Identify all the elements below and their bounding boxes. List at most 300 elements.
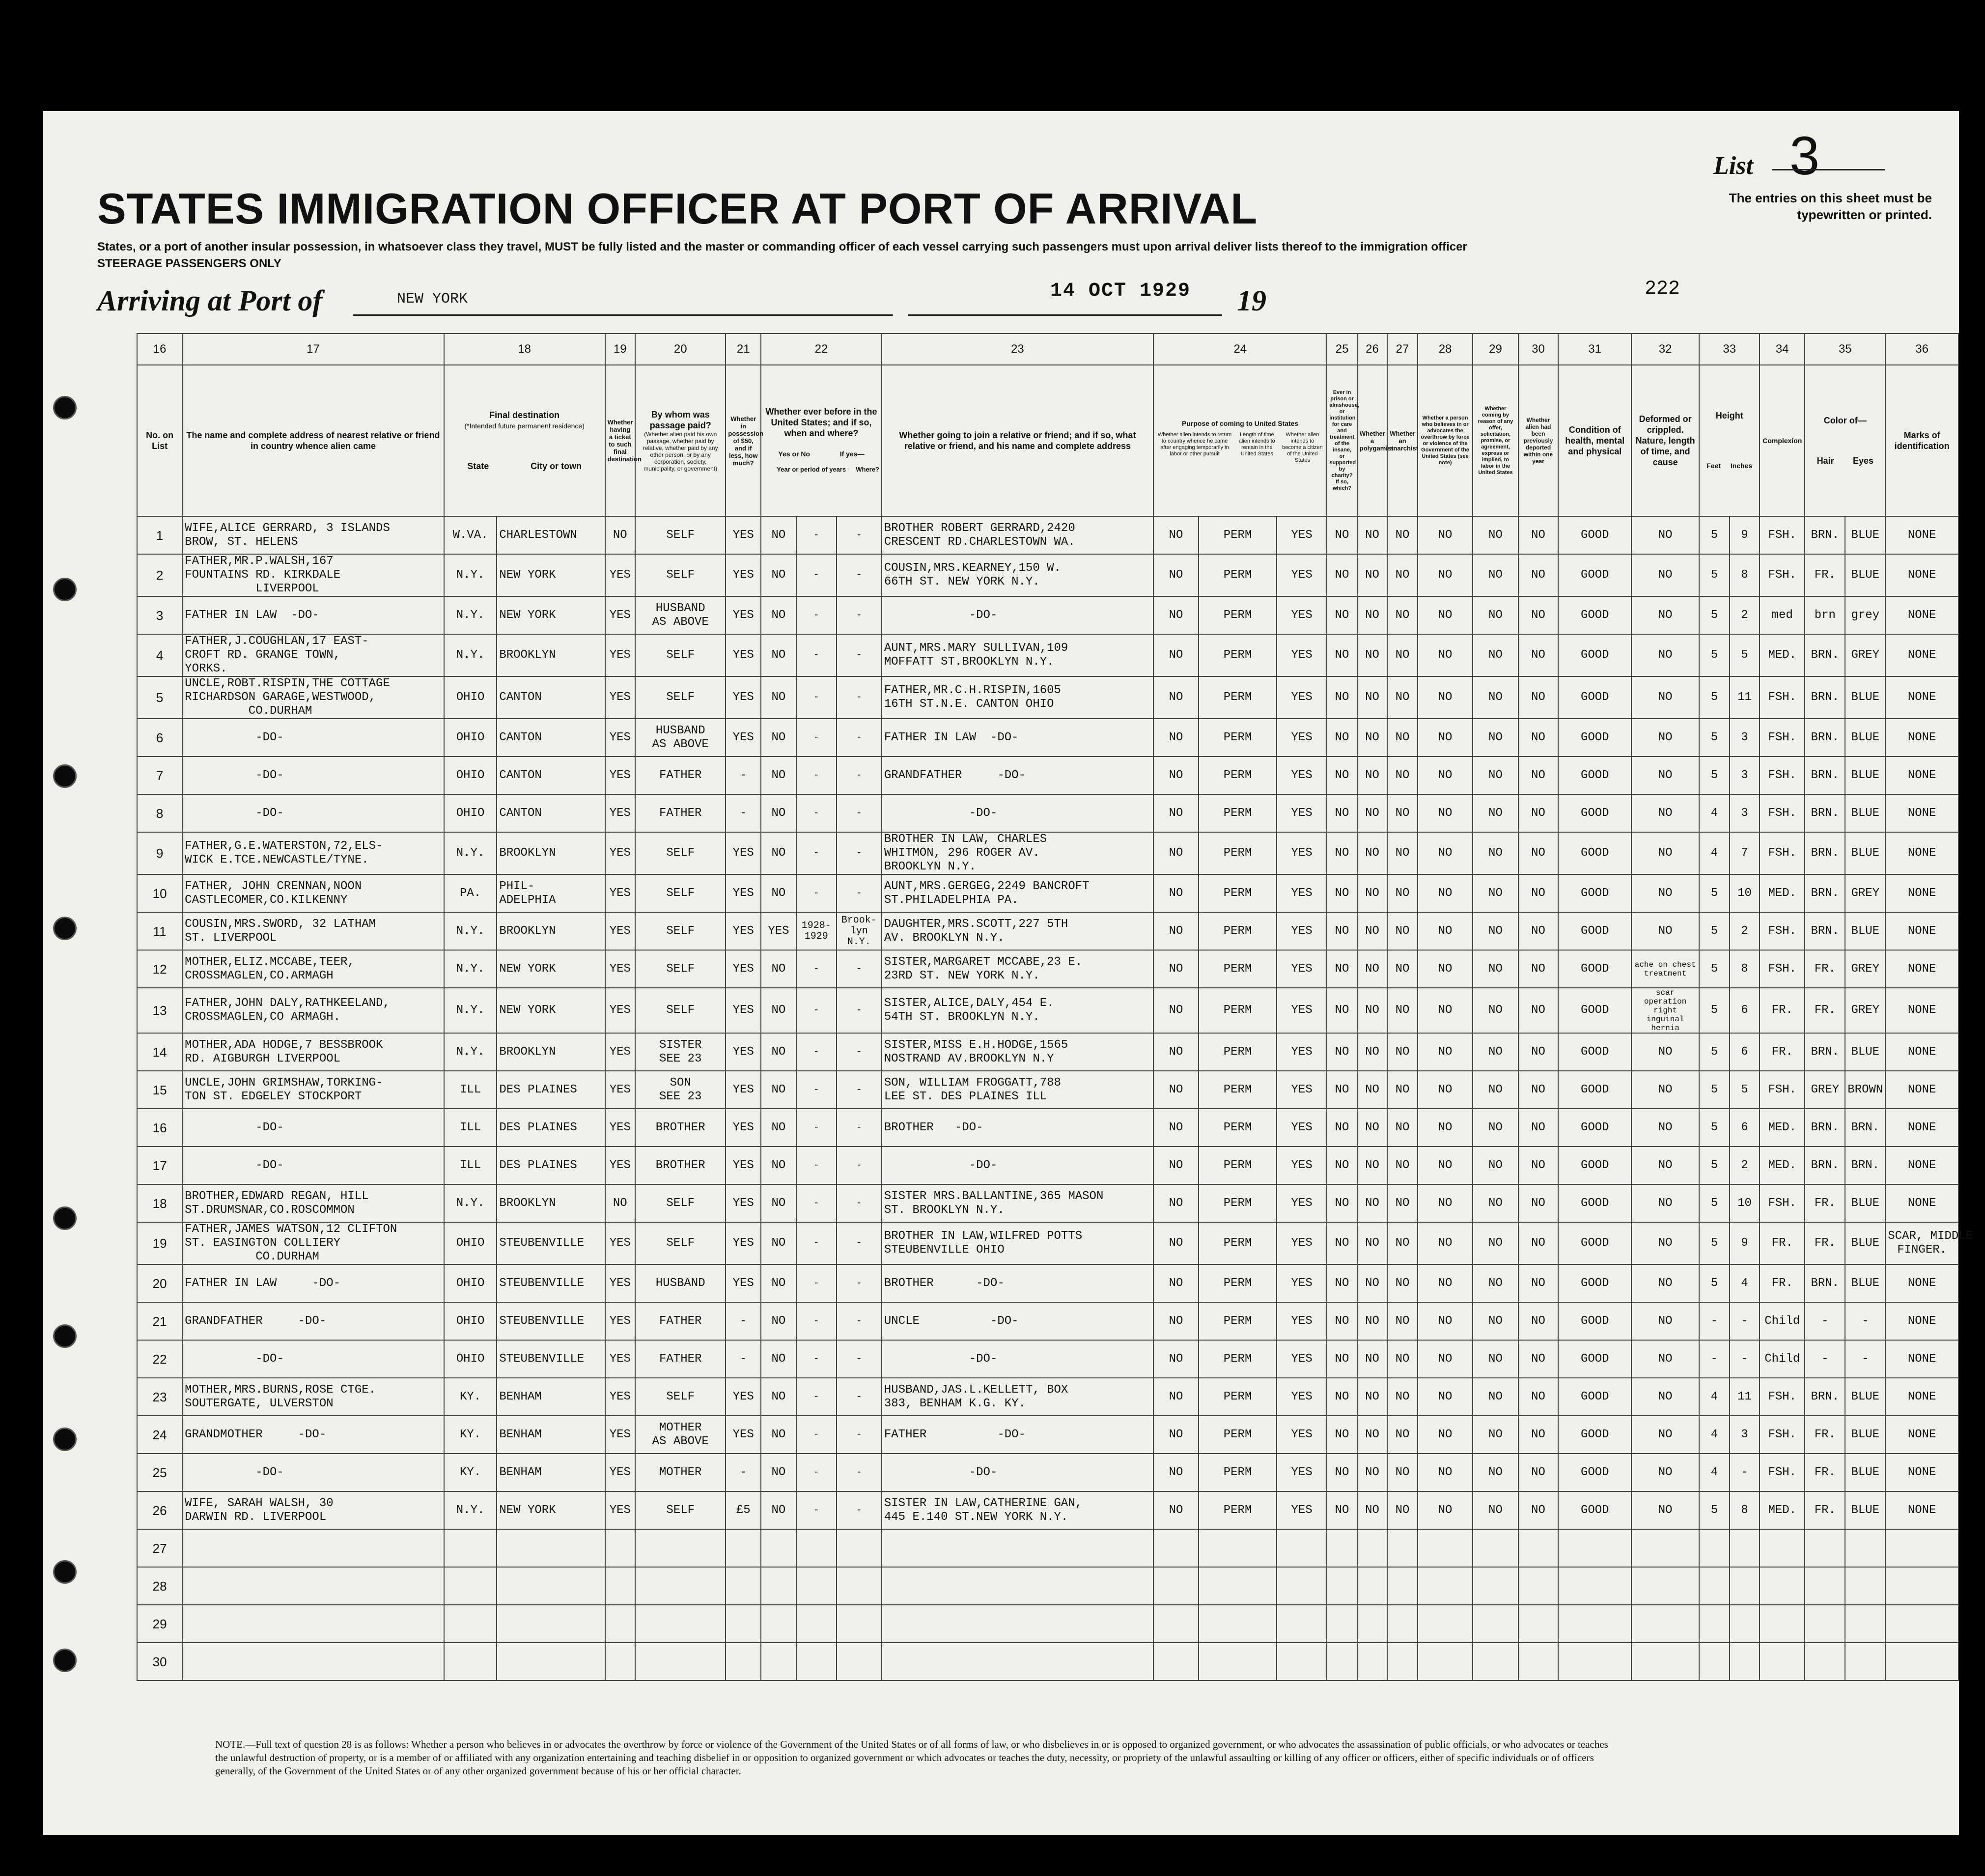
joining-cell: GRANDFATHER -DO- xyxy=(882,756,1153,794)
row-number: 14 xyxy=(137,1033,182,1071)
before-in-us-cell: NO xyxy=(761,554,796,596)
relative-address: FATHER,JOHN DALY,RATHKEELAND, CROSSMAGLEN,CO ARMAGH. xyxy=(182,988,444,1033)
deported-cell xyxy=(1518,1567,1559,1605)
deported-cell: NO xyxy=(1518,1147,1559,1184)
relative-address xyxy=(182,1643,444,1680)
ticket-cell: YES xyxy=(605,1491,635,1529)
citizen-cell: YES xyxy=(1277,832,1327,874)
health-cell: GOOD xyxy=(1558,988,1631,1033)
passage-paid-cell: SELF xyxy=(635,1491,726,1529)
table-row xyxy=(137,1491,1958,1529)
where-cell: - xyxy=(837,988,882,1033)
anarchist-cell: NO xyxy=(1387,1071,1417,1109)
deformed-cell: NO xyxy=(1631,874,1699,912)
complexion-cell xyxy=(1760,1529,1805,1567)
passage-paid-cell: SELF xyxy=(635,988,726,1033)
year-period-cell: - xyxy=(796,1147,837,1184)
header-feet: Feet xyxy=(1706,462,1721,470)
header-prison: Ever in prison or almshouse, or institution for care and treatment of the insane, or supported by charity? If so, which? xyxy=(1327,365,1357,516)
year-period-cell: - xyxy=(796,794,837,832)
city-cell: STEUBENVILLE xyxy=(497,1264,605,1302)
where-cell: - xyxy=(837,1184,882,1222)
where-cell: - xyxy=(837,1033,882,1071)
height-feet-cell: 4 xyxy=(1699,1454,1729,1491)
relative-address: BROTHER,EDWARD REGAN, HILL ST.DRUMSNAR,CO.ROSCOMMON xyxy=(182,1184,444,1222)
marks-cell xyxy=(1885,1529,1958,1567)
citizen-cell: YES xyxy=(1277,1071,1327,1109)
deported-cell: NO xyxy=(1518,1033,1559,1071)
complexion-cell: FSH. xyxy=(1760,1416,1805,1454)
joining-cell: BROTHER ROBERT GERRARD,2420 CRESCENT RD.CHARLESTOWN WA. xyxy=(882,516,1153,554)
citizen-cell: YES xyxy=(1277,596,1327,634)
complexion-cell: FSH. xyxy=(1760,719,1805,756)
marks-cell: NONE xyxy=(1885,516,1958,554)
eyes-cell: GREY xyxy=(1845,988,1885,1033)
length-stay-cell xyxy=(1199,1567,1277,1605)
list-underline xyxy=(1772,169,1885,170)
height-inches-cell: 6 xyxy=(1730,988,1760,1033)
overthrow-cell xyxy=(1418,1643,1473,1680)
prison-cell: NO xyxy=(1327,1109,1357,1147)
passage-paid-cell: BROTHER xyxy=(635,1147,726,1184)
passage-paid-cell: FATHER xyxy=(635,756,726,794)
length-stay-cell: PERM xyxy=(1199,516,1277,554)
return-cell: NO xyxy=(1153,1264,1199,1302)
contract-cell: NO xyxy=(1473,1071,1518,1109)
complexion-cell: FSH. xyxy=(1760,1454,1805,1491)
passage-paid-cell: SON SEE 23 xyxy=(635,1071,726,1109)
deported-cell: NO xyxy=(1518,756,1559,794)
anarchist-cell: NO xyxy=(1387,676,1417,719)
joining-cell: SISTER,MISS E.H.HODGE,1565 NOSTRAND AV.BROOKLYN N.Y xyxy=(882,1033,1153,1071)
header-final-destination xyxy=(444,365,605,516)
citizen-cell: YES xyxy=(1277,1033,1327,1071)
table-row xyxy=(137,596,1958,634)
polygamist-cell: NO xyxy=(1357,832,1387,874)
money-cell: YES xyxy=(726,676,761,719)
before-in-us-cell: YES xyxy=(761,912,796,950)
relative-address: UNCLE,ROBT.RISPIN,THE COTTAGE RICHARDSON GARAGE,WESTWOOD, CO.DURHAM xyxy=(182,676,444,719)
length-stay-cell: PERM xyxy=(1199,832,1277,874)
joining-cell: COUSIN,MRS.KEARNEY,150 W. 66TH ST. NEW YORK N.Y. xyxy=(882,554,1153,596)
prison-cell: NO xyxy=(1327,950,1357,988)
length-stay-cell: PERM xyxy=(1199,1033,1277,1071)
deformed-cell xyxy=(1631,1529,1699,1567)
length-stay-cell: PERM xyxy=(1199,1109,1277,1147)
row-number: 26 xyxy=(137,1491,182,1529)
city-cell: STEUBENVILLE xyxy=(497,1340,605,1378)
column-number: 30 xyxy=(1518,334,1559,365)
health-cell: GOOD xyxy=(1558,756,1631,794)
year-period-cell: - xyxy=(796,516,837,554)
money-cell: YES xyxy=(726,832,761,874)
passage-paid-cell xyxy=(635,1567,726,1605)
ticket-cell: YES xyxy=(605,1147,635,1184)
marks-cell: NONE xyxy=(1885,874,1958,912)
contract-cell xyxy=(1473,1567,1518,1605)
prison-cell: NO xyxy=(1327,1378,1357,1416)
state-cell: OHIO xyxy=(444,756,497,794)
marks-cell: NONE xyxy=(1885,832,1958,874)
height-inches-cell: 2 xyxy=(1730,912,1760,950)
deported-cell: NO xyxy=(1518,1302,1559,1340)
ticket-cell: YES xyxy=(605,1071,635,1109)
height-label: Height xyxy=(1715,411,1743,420)
ticket-cell: YES xyxy=(605,1378,635,1416)
anarchist-cell: NO xyxy=(1387,1340,1417,1378)
city-cell xyxy=(497,1529,605,1567)
binder-hole xyxy=(53,396,77,420)
citizen-cell: YES xyxy=(1277,554,1327,596)
complexion-cell: FSH. xyxy=(1760,794,1805,832)
header-ticket: Whether having a ticket to such final destination xyxy=(605,365,635,516)
hair-cell: FR. xyxy=(1805,1222,1845,1264)
height-inches-cell: 3 xyxy=(1730,1416,1760,1454)
header-purpose-return: Whether alien intends to return to country whence he came after engaging temporarily in labor or other pursuit xyxy=(1157,431,1232,457)
length-stay-cell: PERM xyxy=(1199,1416,1277,1454)
header-hair: Hair xyxy=(1817,456,1834,466)
polygamist-cell: NO xyxy=(1357,874,1387,912)
marks-cell: NONE xyxy=(1885,1109,1958,1147)
health-cell: GOOD xyxy=(1558,1184,1631,1222)
polygamist-cell: NO xyxy=(1357,1222,1387,1264)
height-inches-cell: 9 xyxy=(1730,516,1760,554)
deported-cell: NO xyxy=(1518,912,1559,950)
money-cell: - xyxy=(726,1340,761,1378)
contract-cell: NO xyxy=(1473,1454,1518,1491)
height-feet-cell: 5 xyxy=(1699,1033,1729,1071)
row-number: 12 xyxy=(137,950,182,988)
binder-hole xyxy=(53,1206,77,1230)
deported-cell xyxy=(1518,1643,1559,1680)
height-feet-cell: 5 xyxy=(1699,516,1729,554)
health-cell: GOOD xyxy=(1558,950,1631,988)
deformed-cell: NO xyxy=(1631,1416,1699,1454)
table-row xyxy=(137,676,1958,719)
year-period-cell: - xyxy=(796,1264,837,1302)
state-cell: OHIO xyxy=(444,676,497,719)
purpose-label: Purpose of coming to United States xyxy=(1182,419,1299,427)
anarchist-cell: NO xyxy=(1387,1184,1417,1222)
binder-hole xyxy=(53,1560,77,1584)
state-cell: N.Y. xyxy=(444,554,497,596)
deported-cell: NO xyxy=(1518,1222,1559,1264)
header-inches: Inches xyxy=(1730,462,1753,470)
polygamist-cell: NO xyxy=(1357,756,1387,794)
prison-cell xyxy=(1327,1605,1357,1643)
before-in-us-cell xyxy=(761,1643,796,1680)
height-inches-cell: 3 xyxy=(1730,756,1760,794)
ticket-cell xyxy=(605,1643,635,1680)
city-cell: BENHAM xyxy=(497,1378,605,1416)
relative-address: MOTHER,ELIZ.MCCABE,TEER, CROSSMAGLEN,CO.ARMAGH xyxy=(182,950,444,988)
relative-address: -DO- xyxy=(182,1109,444,1147)
anarchist-cell xyxy=(1387,1643,1417,1680)
contract-cell: NO xyxy=(1473,756,1518,794)
health-cell: GOOD xyxy=(1558,1491,1631,1529)
overthrow-cell: NO xyxy=(1418,1302,1473,1340)
ticket-cell: YES xyxy=(605,794,635,832)
instruction-text xyxy=(97,239,1915,272)
table-row xyxy=(137,874,1958,912)
hair-cell: BRN. xyxy=(1805,676,1845,719)
hair-cell: BRN. xyxy=(1805,794,1845,832)
before-in-us-label: Whether ever before in the United States; and if so, when and where? xyxy=(765,407,877,438)
header-height xyxy=(1699,365,1760,516)
relative-address: GRANDFATHER -DO- xyxy=(182,1302,444,1340)
before-in-us-cell: NO xyxy=(761,1378,796,1416)
relative-address: MOTHER,ADA HODGE,7 BESSBROOK RD. AIGBURGH LIVERPOOL xyxy=(182,1033,444,1071)
citizen-cell: YES xyxy=(1277,516,1327,554)
header-money: Whether in possession of $50, and if less, how much? xyxy=(726,365,761,516)
complexion-cell: FSH. xyxy=(1760,1184,1805,1222)
contract-cell xyxy=(1473,1605,1518,1643)
state-cell: N.Y. xyxy=(444,912,497,950)
overthrow-cell xyxy=(1418,1567,1473,1605)
prison-cell: NO xyxy=(1327,719,1357,756)
where-cell: - xyxy=(837,874,882,912)
joining-cell: SISTER,ALICE,DALY,454 E. 54TH ST. BROOKLYN N.Y. xyxy=(882,988,1153,1033)
state-cell xyxy=(444,1529,497,1567)
column-number: 31 xyxy=(1558,334,1631,365)
complexion-cell: FSH. xyxy=(1760,1071,1805,1109)
page-number: 222 xyxy=(1645,278,1680,300)
binder-hole xyxy=(53,1324,77,1348)
ticket-cell: YES xyxy=(605,1109,635,1147)
overthrow-cell: NO xyxy=(1418,676,1473,719)
city-cell: BROOKLYN xyxy=(497,634,605,676)
deported-cell: NO xyxy=(1518,1184,1559,1222)
height-inches-cell: 6 xyxy=(1730,1109,1760,1147)
height-feet-cell: 5 xyxy=(1699,1222,1729,1264)
money-cell: - xyxy=(726,1454,761,1491)
marks-cell: NONE xyxy=(1885,1340,1958,1378)
citizen-cell: YES xyxy=(1277,1222,1327,1264)
marks-cell: NONE xyxy=(1885,1147,1958,1184)
health-cell: GOOD xyxy=(1558,1340,1631,1378)
joining-cell: FATHER IN LAW -DO- xyxy=(882,719,1153,756)
list-number: 3 xyxy=(1789,126,1820,186)
column-number: 22 xyxy=(761,334,882,365)
length-stay-cell xyxy=(1199,1643,1277,1680)
before-in-us-cell: NO xyxy=(761,1491,796,1529)
year-period-cell: - xyxy=(796,988,837,1033)
anarchist-cell: NO xyxy=(1387,1109,1417,1147)
table-row xyxy=(137,1302,1958,1340)
eyes-cell: BLUE xyxy=(1845,1378,1885,1416)
return-cell: NO xyxy=(1153,1109,1199,1147)
city-cell xyxy=(497,1567,605,1605)
contract-cell: NO xyxy=(1473,1378,1518,1416)
passage-paid-cell: SELF xyxy=(635,912,726,950)
relative-address: FATHER,MR.P.WALSH,167 FOUNTAINS RD. KIRKDALE LIVERPOOL xyxy=(182,554,444,596)
joining-cell: BROTHER -DO- xyxy=(882,1109,1153,1147)
state-cell: KY. xyxy=(444,1416,497,1454)
column-number: 19 xyxy=(605,334,635,365)
length-stay-cell: PERM xyxy=(1199,988,1277,1033)
height-feet-cell: 5 xyxy=(1699,634,1729,676)
hair-cell: BRN. xyxy=(1805,634,1845,676)
eyes-cell xyxy=(1845,1529,1885,1567)
eyes-cell: grey xyxy=(1845,596,1885,634)
header-yes-no: Yes or No xyxy=(778,450,811,458)
hair-cell: GREY xyxy=(1805,1071,1845,1109)
height-inches-cell: 10 xyxy=(1730,1184,1760,1222)
city-cell: STEUBENVILLE xyxy=(497,1222,605,1264)
money-cell: YES xyxy=(726,1109,761,1147)
ticket-cell: YES xyxy=(605,756,635,794)
ticket-cell: NO xyxy=(605,516,635,554)
eyes-cell: BRN. xyxy=(1845,1109,1885,1147)
complexion-cell: FR. xyxy=(1760,988,1805,1033)
citizen-cell: YES xyxy=(1277,988,1327,1033)
header-before-in-us xyxy=(761,365,882,516)
return-cell xyxy=(1153,1643,1199,1680)
row-number: 8 xyxy=(137,794,182,832)
deformed-cell: NO xyxy=(1631,1340,1699,1378)
header-eyes: Eyes xyxy=(1852,456,1874,466)
where-cell: - xyxy=(837,1222,882,1264)
state-cell: ILL xyxy=(444,1071,497,1109)
length-stay-cell: PERM xyxy=(1199,912,1277,950)
passage-paid-cell: SELF xyxy=(635,1222,726,1264)
joining-cell xyxy=(882,1643,1153,1680)
prison-cell xyxy=(1327,1643,1357,1680)
overthrow-cell: NO xyxy=(1418,1264,1473,1302)
prison-cell: NO xyxy=(1327,516,1357,554)
ticket-cell: YES xyxy=(605,1033,635,1071)
hair-cell: BRN. xyxy=(1805,756,1845,794)
year-period-cell: - xyxy=(796,1109,837,1147)
anarchist-cell: NO xyxy=(1387,756,1417,794)
marks-cell: NONE xyxy=(1885,1416,1958,1454)
overthrow-cell xyxy=(1418,1605,1473,1643)
eyes-cell xyxy=(1845,1643,1885,1680)
prison-cell: NO xyxy=(1327,1302,1357,1340)
state-cell: OHIO xyxy=(444,1222,497,1264)
complexion-cell: FSH. xyxy=(1760,676,1805,719)
year-period-cell: - xyxy=(796,1071,837,1109)
row-number: 2 xyxy=(137,554,182,596)
complexion-cell: FR. xyxy=(1760,1222,1805,1264)
state-cell: N.Y. xyxy=(444,988,497,1033)
prison-cell: NO xyxy=(1327,988,1357,1033)
height-feet-cell xyxy=(1699,1605,1729,1643)
state-cell: N.Y. xyxy=(444,1491,497,1529)
eyes-cell: BROWN xyxy=(1845,1071,1885,1109)
deformed-cell: NO xyxy=(1631,912,1699,950)
height-inches-cell: 3 xyxy=(1730,719,1760,756)
passage-paid-cell: BROTHER xyxy=(635,1109,726,1147)
row-number: 28 xyxy=(137,1567,182,1605)
state-cell: N.Y. xyxy=(444,832,497,874)
marks-cell: NONE xyxy=(1885,1302,1958,1340)
city-cell: CHARLESTOWN xyxy=(497,516,605,554)
anarchist-cell: NO xyxy=(1387,832,1417,874)
deported-cell: NO xyxy=(1518,1340,1559,1378)
relative-address xyxy=(182,1567,444,1605)
row-number: 1 xyxy=(137,516,182,554)
money-cell xyxy=(726,1643,761,1680)
table-row xyxy=(137,1264,1958,1302)
arrival-date-stamp: 14 OCT 1929 xyxy=(1050,280,1191,302)
where-cell: - xyxy=(837,832,882,874)
height-feet-cell: 5 xyxy=(1699,874,1729,912)
height-inches-cell: 8 xyxy=(1730,1491,1760,1529)
row-number: 15 xyxy=(137,1071,182,1109)
polygamist-cell: NO xyxy=(1357,1378,1387,1416)
length-stay-cell: PERM xyxy=(1199,1340,1277,1378)
height-feet-cell: 5 xyxy=(1699,988,1729,1033)
relative-address: -DO- xyxy=(182,1340,444,1378)
deformed-cell xyxy=(1631,1567,1699,1605)
contract-cell: NO xyxy=(1473,1033,1518,1071)
prison-cell: NO xyxy=(1327,1033,1357,1071)
table-row xyxy=(137,1567,1958,1605)
height-feet-cell: 5 xyxy=(1699,950,1729,988)
hair-cell: FR. xyxy=(1805,1416,1845,1454)
table-row xyxy=(137,988,1958,1033)
passage-paid-cell: SELF xyxy=(635,634,726,676)
return-cell: NO xyxy=(1153,1454,1199,1491)
date-underline xyxy=(908,314,1222,316)
passage-paid-cell: SELF xyxy=(635,874,726,912)
header-state: State xyxy=(467,461,489,471)
overthrow-cell: NO xyxy=(1418,1378,1473,1416)
prison-cell: NO xyxy=(1327,1147,1357,1184)
height-inches-cell: - xyxy=(1730,1454,1760,1491)
anarchist-cell: NO xyxy=(1387,719,1417,756)
height-inches-cell xyxy=(1730,1605,1760,1643)
relative-address: FATHER,JAMES WATSON,12 CLIFTON ST. EASINGTON COLLIERY CO.DURHAM xyxy=(182,1222,444,1264)
overthrow-cell: NO xyxy=(1418,832,1473,874)
where-cell: - xyxy=(837,1340,882,1378)
relative-address: FATHER,J.COUGHLAN,17 EAST- CROFT RD. GRANGE TOWN, YORKS. xyxy=(182,634,444,676)
joining-cell xyxy=(882,1529,1153,1567)
year-period-cell: - xyxy=(796,1184,837,1222)
row-number: 13 xyxy=(137,988,182,1033)
hair-cell: BRN. xyxy=(1805,874,1845,912)
health-cell xyxy=(1558,1605,1631,1643)
polygamist-cell: NO xyxy=(1357,794,1387,832)
row-number: 11 xyxy=(137,912,182,950)
contract-cell: NO xyxy=(1473,1264,1518,1302)
where-cell: - xyxy=(837,1454,882,1491)
overthrow-cell xyxy=(1418,1529,1473,1567)
header-citizen: Whether alien intends to become a citizen of the United States xyxy=(1282,431,1323,463)
state-cell: OHIO xyxy=(444,1302,497,1340)
city-cell: BROOKLYN xyxy=(497,832,605,874)
height-inches-cell: 3 xyxy=(1730,794,1760,832)
where-cell: - xyxy=(837,1147,882,1184)
row-number: 5 xyxy=(137,676,182,719)
health-cell xyxy=(1558,1529,1631,1567)
header-marks: Marks of identification xyxy=(1885,365,1958,516)
health-cell: GOOD xyxy=(1558,1302,1631,1340)
paid-by-note: (Whether alien paid his own passage, whether paid by relative, whether paid by any other person, or by any corporation, society, municipality, or government) xyxy=(643,431,718,472)
marks-cell: NONE xyxy=(1885,596,1958,634)
row-number: 25 xyxy=(137,1454,182,1491)
ticket-cell xyxy=(605,1567,635,1605)
joining-cell: -DO- xyxy=(882,794,1153,832)
length-stay-cell: PERM xyxy=(1199,1071,1277,1109)
joining-cell: SISTER MRS.BALLANTINE,365 MASON ST. BROOKLYN N.Y. xyxy=(882,1184,1153,1222)
before-in-us-cell xyxy=(761,1605,796,1643)
citizen-cell: YES xyxy=(1277,1454,1327,1491)
money-cell: YES xyxy=(726,596,761,634)
passage-paid-cell: SELF xyxy=(635,950,726,988)
height-feet-cell: 5 xyxy=(1699,756,1729,794)
